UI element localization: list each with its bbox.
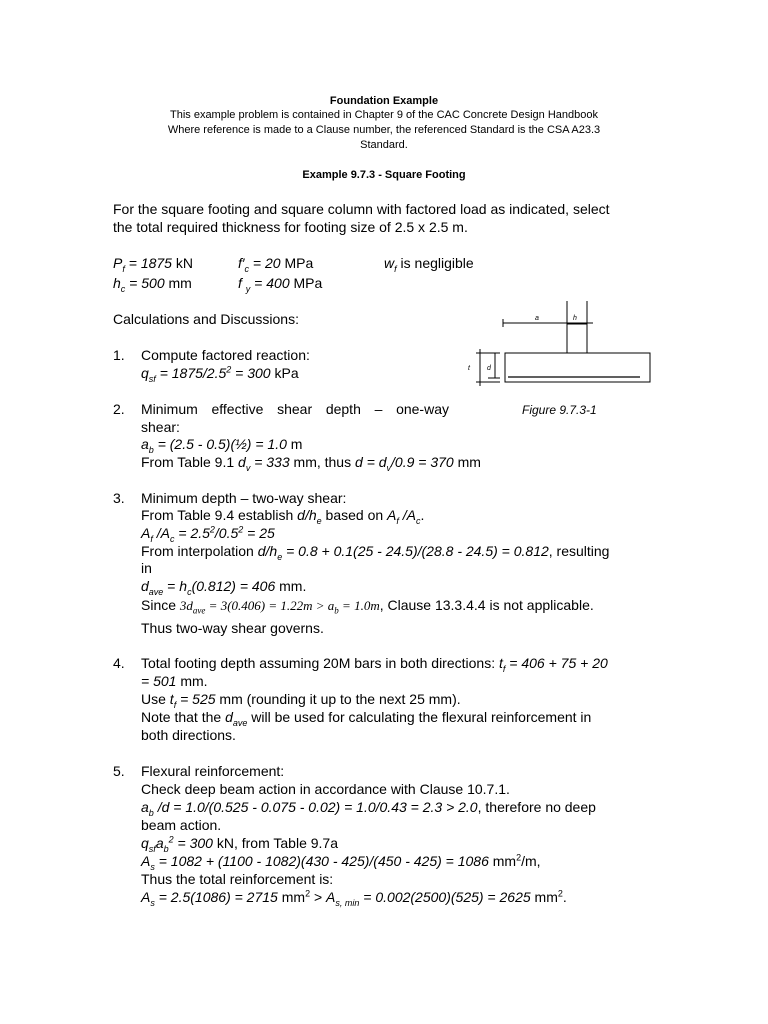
- step-5-beam: beam action.: [141, 817, 222, 833]
- label-hc: h: [573, 315, 577, 322]
- step-3-number: 3.: [113, 490, 125, 506]
- step-2-ab: $a_b = (2.5$ - 0.5)(½) = 1.0 m: [141, 436, 303, 455]
- step-3-ratio: $A_f$ $/A_c = 2.5^2/0.5^2 = 25$: [141, 524, 275, 544]
- given-hc: $h_c = 500$ mm: [113, 275, 192, 294]
- step-5-final: $A_s = 2.5(1086) = 2715$ $mm^2 > A_{s, min} = 0.002(2500)(525) = 2625$ $mm^2$.: [141, 888, 567, 908]
- footing-figure: [460, 296, 660, 396]
- intro-line-1: For the square footing and square column with factored load as indicated, select: [113, 201, 610, 217]
- step-5-q: $q_{sf}a_b^2 = 300$ kN, from Table 9.7a: [141, 834, 338, 854]
- step-2-table: From Table 9.1 $d_v = 333$ mm, thus $d = d_v/0.9 = 370$ mm: [141, 454, 481, 473]
- step-4-note-cont: both directions.: [141, 727, 236, 743]
- step-3-line-1: From Table 9.4 establish $d/h_e$ based on $A_f$ $/A_c$.: [141, 507, 425, 526]
- step-5-total: Thus the total reinforcement is:: [141, 871, 334, 887]
- step-4-use: Use $t_f = 525$ mm (rounding it up to the next 25 mm).: [141, 691, 461, 710]
- step-3-interpolation: From interpolation $d/h_e = 0.8 + 0.1(25 - 24.5)/(28.8 - 24.5) = 0.812$, resulting: [141, 543, 610, 562]
- step-5-check: Check deep beam action in accordance with Clause 10.7.1.: [141, 781, 510, 797]
- example-title: Example 9.7.3 - Square Footing: [302, 169, 466, 181]
- column: [567, 324, 587, 353]
- step-1-number: 1.: [113, 347, 125, 363]
- step-4-line-1: Total footing depth assuming 20M bars in both directions: $t_f = 406 + 75 + 20$: [141, 655, 608, 674]
- step-1-title: Compute factored reaction:: [141, 347, 310, 363]
- label-dave: d: [487, 365, 491, 372]
- given-pf: $P_f = 1875$ kN: [113, 255, 193, 274]
- step-5-ratio: $a_b$ /d = 1.0/(0.525 - 0.075 - 0.02) = 1.0/0.43 = 2.3 > 2.0, therefore no deep: [141, 799, 596, 818]
- step-2-title-b: shear:: [141, 419, 180, 435]
- document-title: Foundation Example: [329, 95, 439, 107]
- step-2-number: 2.: [113, 401, 125, 417]
- intro-line-2: the total required thickness for footing size of 2.5 x 2.5 m.: [113, 219, 468, 235]
- footing-slab: [505, 353, 650, 382]
- header-line-2: Where reference is made to a Clause number, the referenced Standard is the CSA A23.3: [167, 124, 601, 136]
- step-4-note: Note that the $d_{ave}$ will be used for calculating the flexural reinforcement in: [141, 709, 592, 728]
- step-4-line-2: = 501 mm.: [141, 673, 208, 689]
- step-3-dave: $d_{ave} = h_c(0.812) = 406$ mm.: [141, 578, 307, 597]
- calc-heading: Calculations and Discussions:: [113, 311, 299, 327]
- given-fy: f $_y$ = 400 MPa: [238, 275, 323, 294]
- step-5-title: Flexural reinforcement:: [141, 763, 285, 779]
- step-5-as: $A_s = 1082 + (1100 - 1082)(430 - 425)/(450 - 425) = 1086$ $mm^2/m$,: [141, 852, 541, 872]
- step-5-number: 5.: [113, 763, 125, 779]
- header-line-1: This example problem is contained in Chapter 9 of the CAC Concrete Design Handbook: [169, 109, 598, 121]
- step-3-title: Minimum depth – two-way shear:: [141, 490, 347, 506]
- given-wf: $w_f$ is negligible: [384, 255, 474, 274]
- header-line-3: Standard.: [360, 139, 408, 151]
- step-1-equation: $q_{sf} = 1875/2.5^2 = 300$ kPa: [141, 364, 299, 384]
- step-3-interpolation-cont: in: [141, 560, 152, 576]
- step-3-since: Since $3d_{ave} = 3(0.406) = 1.22m > a_b = 1.0m$, Clause 13.3.4.4 is not applicable.: [141, 597, 594, 616]
- label-tf: t: [468, 365, 470, 372]
- label-ab: a: [535, 315, 539, 322]
- given-fc: $f'_c = 20$ MPa: [238, 255, 314, 274]
- figure-caption: Figure 9.7.3-1: [522, 403, 597, 417]
- step-2-title-a: Minimum effective shear depth – one-way: [141, 401, 449, 417]
- step-3-governs: Thus two-way shear governs.: [141, 620, 324, 636]
- step-4-number: 4.: [113, 655, 125, 671]
